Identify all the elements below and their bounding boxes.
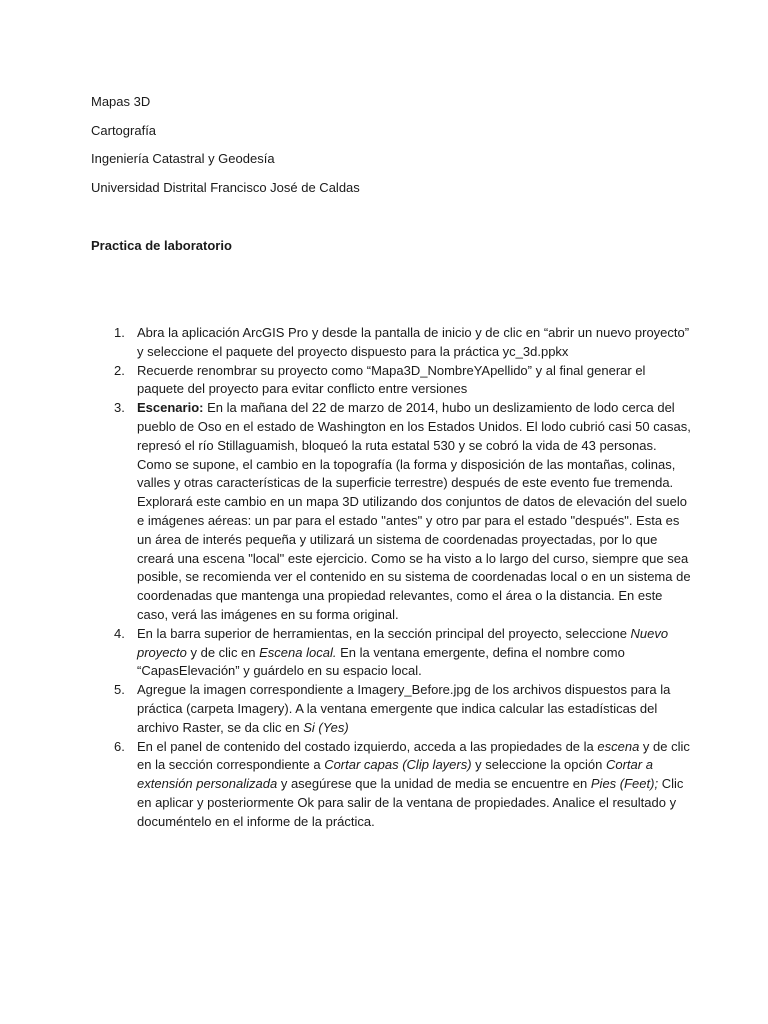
list-item — [91, 681, 691, 737]
list-item-text: Clic en aplicar y posteriormente Ok para salir de la ventana de propiedades. Analice el resultado y documéntelo en el informe de la práctica. — [137, 776, 684, 829]
italic-term: Pies (Feet); — [590, 776, 659, 792]
list-item-text: y de clic en — [186, 644, 260, 660]
italic-term: escena — [597, 738, 640, 754]
list-item-text: y de clic en la sección correspondiente a — [137, 738, 690, 773]
italic-term: Cortar capas (Clip layers) — [324, 757, 472, 773]
list-item — [91, 738, 691, 832]
list-item-text: Agregue la imagen correspondiente a Imagery_Before.jpg de los archivos dispuestos para la práctica (carpeta Imagery). A la ventana emergente que indica calcular las estadísticas del archivo Raster, se da clic en — [137, 682, 671, 735]
list-item-text: Recuerde renombrar su proyecto como “Mapa3D_NombreYApellido” y al final generar el paquete del proyecto para evitar conflicto entre versiones — [137, 362, 646, 397]
subject-name: Cartografía — [91, 123, 157, 138]
list-item — [91, 324, 691, 362]
steps-list — [91, 324, 691, 832]
course-title: Mapas 3D — [91, 94, 151, 109]
italic-term: Escena local. — [259, 644, 337, 660]
italic-term: Nuevo proyecto — [137, 625, 669, 660]
italic-term: Si (Yes) — [303, 719, 349, 735]
program-name: Ingeniería Catastral y Geodesía — [91, 151, 275, 166]
list-item-number: 1. — [114, 325, 125, 340]
list-item-number: 5. — [114, 682, 125, 698]
section-title: Practica de laboratorio — [91, 238, 232, 253]
list-item-number: 6. — [114, 738, 125, 754]
italic-term: Cortar a extensión personalizada — [137, 757, 653, 792]
list-item-text: Abra la aplicación ArcGIS Pro y desde la pantalla de inicio y de clic en “abrir un nuevo proyecto” y seleccione el paquete del proyecto dispuesto para la práctica yc_3d.ppkx — [137, 325, 690, 359]
scenario-label: Escenario: — [137, 400, 204, 416]
list-item-text: En el panel de contenido del costado izquierdo, acceda a las propiedades de la — [137, 738, 598, 754]
list-item-number: 4. — [114, 625, 125, 641]
list-item-number: 2. — [114, 362, 125, 378]
list-item — [91, 362, 691, 400]
list-item — [91, 399, 691, 625]
list-item-text: y asegúrese que la unidad de media se encuentre en — [277, 776, 591, 792]
list-item-text: y seleccione la opción — [471, 757, 606, 773]
university-name: Universidad Distrital Francisco José de Caldas — [91, 180, 360, 195]
list-item-number: 3. — [114, 400, 125, 416]
list-item — [91, 625, 691, 681]
list-item-text: En la mañana del 22 de marzo de 2014, hubo un deslizamiento de lodo cerca del pueblo de Oso en el estado de Washington en los Estados Unidos. El lodo cubrió casi 50 casas, represó el río Stillaguamish, bloqueó la ruta estatal 530 y se cobró la vida de 43 personas. Como se supone, el cambio en la topografía (la forma y disposición de las montañas, colinas, valles y otras características de la superficie terrestre) después de este evento fue tremenda. Explorará este cambio en un mapa 3D utilizando dos conjuntos de datos de elevación del suelo e imágenes aéreas: un par para el estado "antes" y otro par para el estado "después". Esta es un área de interés pequeña y utilizará un sistema de coordenadas proyectadas, por lo que creará una escena "local" este ejercicio. Como se ha visto a lo largo del curso, siempre que sea posible, se recomienda ver el contenido en su sistema de coordenadas local o en un sistema de coordenadas que mantenga una propiedad relevantes, como el área o la distancia. En este caso, verá las imágenes en su forma original. — [137, 400, 691, 622]
list-item-text: En la ventana emergente, defina el nombre como “CapasElevación” y guárdelo en su espacio local. — [137, 644, 625, 679]
list-item-text: En la barra superior de herramientas, en la sección principal del proyecto, seleccione — [137, 625, 631, 641]
